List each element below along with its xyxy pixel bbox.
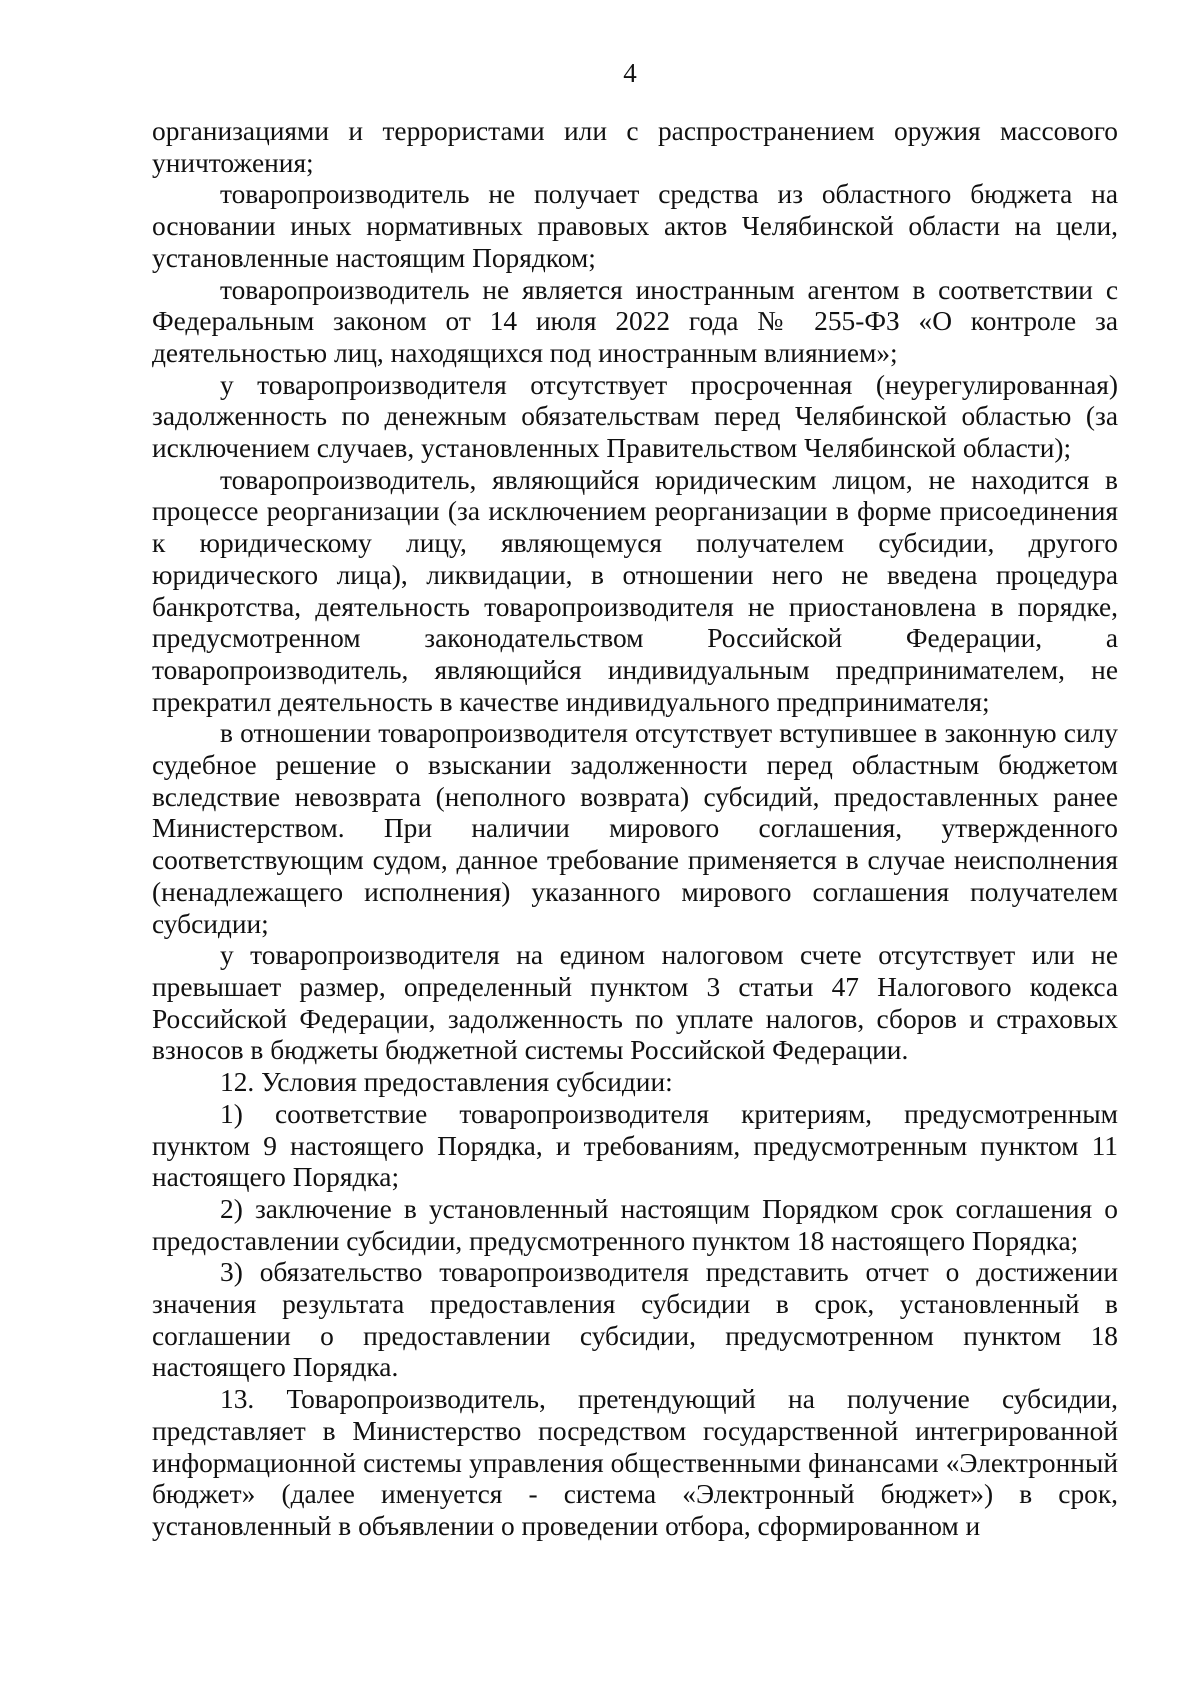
paragraph-condition-2: 2) заключение в установленный настоящим Порядком срок соглашения о предоставлении субсидии, предусмотренного пунктом 18 настоящего Порядка; — [152, 1193, 1118, 1256]
paragraph-continuation: организациями и террористами или с распространением оружия массового уничтожения; — [152, 116, 1118, 178]
paragraph-condition-1: 1) соответствие товаропроизводителя критериям, предусмотренным пунктом 9 настоящего Порядка, и требованиям, предусмотренным пунктом 11 настоящего Порядка; — [152, 1098, 1118, 1193]
paragraph-not-foreign-agent: товаропроизводитель не является иностранным агентом в соответствии с Федеральным законом от 14 июля 2022 года № 255-ФЗ «О контроле за деятельностью лиц, находящихся под иностранным влиянием»; — [152, 274, 1118, 368]
paragraph-no-reorganization: товаропроизводитель, являющийся юридическим лицом, не находится в процессе реорганизации (за исключением реорганизации в форме присоединения к юридическому лицу, являющемуся получателем субсидии, другого юридического лица), ликвидации, в отношении него не введена процедура банкротства, деятельность товаропроизводителя не приостановлена в порядке, предусмотренном законодательством Российской Федерации, а товаропроизводитель, являющийся индивидуальным предпринимателем, не прекратил деятельность в качестве индивидуального предпринимателя; — [152, 464, 1118, 717]
paragraph-section-13: 13. Товаропроизводитель, претендующий на получение субсидии, представляет в Министерство посредством государственной интегрированной информационной системы управления общественными финансами «Электронный бюджет» (далее именуется - система «Электронный бюджет») в срок, установленный в объявлении о проведении отбора, сформированном и — [152, 1384, 1118, 1541]
paragraph-no-overdue-debt: у товаропроизводителя отсутствует просроченная (неурегулированная) задолженность по денежным обязательствам перед Челябинской областью (за исключением случаев, установленных Правительством Челябинской области); — [152, 369, 1118, 464]
document-body — [152, 116, 1118, 1543]
paragraph-section-12-heading: 12. Условия предоставления субсидии: — [220, 1067, 673, 1098]
paragraph-no-other-budget-funds: товаропроизводитель не получает средства из областного бюджета на основании иных нормативных правовых актов Челябинской области на цели, установленные настоящим Порядком; — [152, 179, 1118, 273]
paragraph-no-tax-debt: у товаропроизводителя на едином налоговом счете отсутствует или не превышает размер, определенный пунктом 3 статьи 47 Налогового кодекса Российской Федерации, задолженность по уплате налогов, сборов и страховых взносов в бюджеты бюджетной системы Российской Федерации. — [152, 940, 1118, 1066]
page-number: 4 — [623, 58, 637, 88]
paragraph-no-court-decision: в отношении товаропроизводителя отсутствует вступившее в законную силу судебное решение о взыскании задолженности перед областным бюджетом вследствие невозврата (неполного возврата) субсидий, предоставленных ранее Министерством. При наличии мирового соглашения, утвержденного соответствующим судом, данное требование применяется в случае неисполнения (ненадлежащего исполнения) указанного мирового соглашения получателем субсидии; — [152, 718, 1118, 939]
paragraph-condition-3: 3) обязательство товаропроизводителя представить отчет о достижении значения результата предоставления субсидии в срок, установленный в соглашении о предоставлении субсидии, предусмотренном пунктом 18 настоящего Порядка. — [152, 1257, 1118, 1383]
